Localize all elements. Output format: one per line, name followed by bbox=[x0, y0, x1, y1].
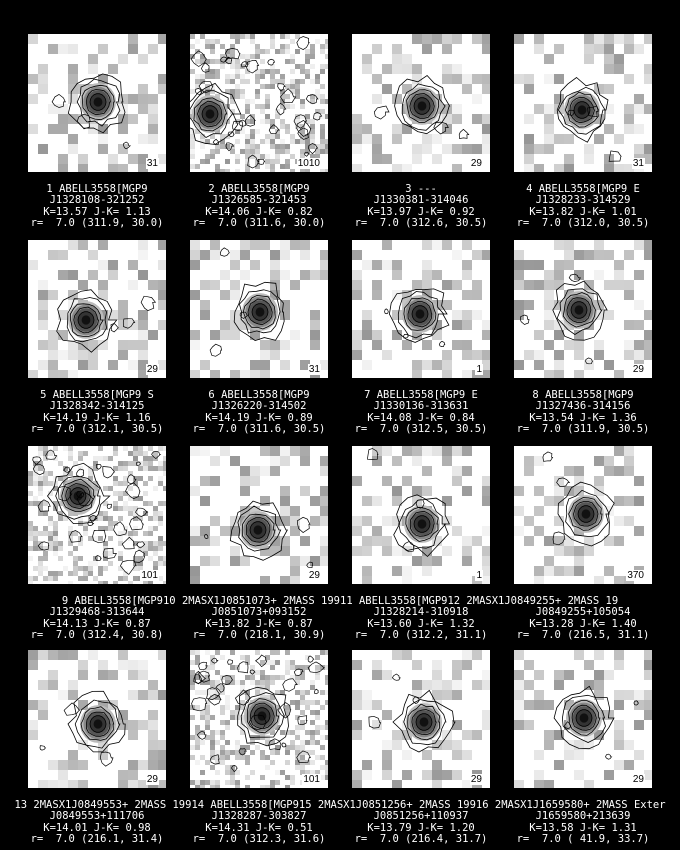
galaxy-thumbnail bbox=[28, 240, 166, 378]
panel-caption bbox=[336, 800, 506, 846]
galaxy-thumbnail bbox=[514, 650, 652, 788]
caption-line-3: K=14.13 J-K= 0.87 bbox=[43, 617, 151, 630]
caption-line-3: K=13.58 J-K= 1.31 bbox=[529, 821, 637, 834]
thumbnail-image bbox=[514, 240, 652, 378]
thumbnail-image bbox=[514, 650, 652, 788]
galaxy-thumbnail bbox=[514, 34, 652, 172]
caption-line-1: 6 ABELL3558[MGP9 bbox=[208, 389, 310, 401]
panel-caption bbox=[174, 184, 344, 230]
panel-caption bbox=[498, 800, 668, 846]
caption-line-1: 8 ABELL3558[MGP9 bbox=[532, 389, 634, 401]
thumbnail-image bbox=[514, 34, 652, 172]
panel-caption bbox=[12, 390, 182, 436]
panel-number: 29 bbox=[308, 570, 320, 581]
caption-line-3: K=14.31 J-K= 0.51 bbox=[205, 821, 313, 834]
panel-caption bbox=[498, 596, 668, 642]
panel-number: 101 bbox=[303, 774, 320, 785]
caption-line-4: r= 7.0 (312.4, 30.8) bbox=[30, 629, 164, 642]
caption-line-2: J1329468-313644 bbox=[49, 606, 145, 619]
caption-line-2: J1659580+213639 bbox=[535, 810, 631, 823]
galaxy-thumbnail bbox=[190, 34, 328, 172]
caption-line-2: J1330136-313631 bbox=[373, 400, 469, 413]
caption-line-1: 5 ABELL3558[MGP9 S bbox=[40, 389, 154, 401]
panel-number: 29 bbox=[632, 364, 644, 375]
panel-number: 31 bbox=[146, 158, 158, 169]
galaxy-thumbnail bbox=[352, 446, 490, 584]
panel-number: 31 bbox=[308, 364, 320, 375]
panel-caption bbox=[498, 184, 668, 230]
galaxy-thumbnail bbox=[514, 240, 652, 378]
panel-caption bbox=[174, 800, 344, 846]
caption-line-4: r= 7.0 (311.9, 30.0) bbox=[30, 217, 164, 230]
caption-line-2: J0849553+111706 bbox=[49, 810, 145, 823]
caption-line-1: 3 --- bbox=[405, 183, 437, 195]
galaxy-thumbnail bbox=[352, 650, 490, 788]
caption-line-4: r= 7.0 (218.1, 30.9) bbox=[192, 629, 326, 642]
caption-line-3: K=14.01 J-K= 0.98 bbox=[43, 821, 151, 834]
panel-caption bbox=[336, 596, 506, 642]
caption-line-1: 7 ABELL3558[MGP9 E bbox=[364, 389, 478, 401]
caption-line-1: 4 ABELL3558[MGP9 E bbox=[526, 183, 640, 195]
panel-caption bbox=[174, 390, 344, 436]
caption-line-3: K=14.19 J-K= 1.16 bbox=[43, 411, 151, 424]
panel-number: 29 bbox=[146, 364, 158, 375]
galaxy-thumbnail bbox=[28, 650, 166, 788]
caption-line-3: K=13.28 J-K= 1.40 bbox=[529, 617, 637, 630]
galaxy-thumbnail bbox=[352, 34, 490, 172]
galaxy-thumbnail bbox=[28, 446, 166, 584]
caption-line-2: J1328287-303827 bbox=[211, 810, 307, 823]
caption-line-1: 13 2MASX1J0849553+ 2MASS 19914 ABELL3558[MGP915 2MASX1J0851256+ 2MASS 19916 2MASX1J1659580+ 2MASS Exter bbox=[14, 799, 666, 811]
caption-line-4: r= 7.0 (311.6, 30.0) bbox=[192, 217, 326, 230]
panel-number: 101 bbox=[141, 570, 158, 581]
caption-line-2: J1328214-310918 bbox=[373, 606, 469, 619]
caption-line-3: K=14.06 J-K= 0.82 bbox=[205, 205, 313, 218]
thumbnail-image bbox=[352, 240, 490, 378]
thumbnail-image bbox=[28, 446, 166, 584]
thumbnail-image bbox=[190, 650, 328, 788]
caption-line-2: J1330381-314046 bbox=[373, 194, 469, 207]
galaxy-thumbnail bbox=[190, 650, 328, 788]
caption-line-3: K=13.60 J-K= 1.32 bbox=[367, 617, 475, 630]
panel-number: 29 bbox=[146, 774, 158, 785]
caption-line-4: r= 7.0 (312.2, 31.1) bbox=[354, 629, 488, 642]
caption-line-2: J1326220-314502 bbox=[211, 400, 307, 413]
thumbnail-image bbox=[190, 446, 328, 584]
caption-line-3: K=13.57 J-K= 1.13 bbox=[43, 205, 151, 218]
panel-number: 29 bbox=[470, 774, 482, 785]
caption-line-4: r= 7.0 (312.3, 31.6) bbox=[192, 833, 326, 846]
thumbnail-image bbox=[352, 650, 490, 788]
galaxy-thumbnail bbox=[514, 446, 652, 584]
thumbnail-image bbox=[190, 34, 328, 172]
panel-number: 29 bbox=[470, 158, 482, 169]
caption-line-2: J1328233-314529 bbox=[535, 194, 631, 207]
panel-number: 29 bbox=[632, 774, 644, 785]
panel-caption bbox=[12, 184, 182, 230]
caption-line-3: K=13.54 J-K= 1.36 bbox=[529, 411, 637, 424]
panel-caption bbox=[336, 390, 506, 436]
caption-line-3: K=14.19 J-K= 0.89 bbox=[205, 411, 313, 424]
galaxy-thumbnail bbox=[190, 446, 328, 584]
caption-line-1: 9 ABELL3558[MGP910 2MASX1J0851073+ 2MASS 19911 ABELL3558[MGP912 2MASX1J0849255+ 2MASS 19 bbox=[61, 595, 619, 607]
caption-line-4: r= 7.0 (311.6, 30.5) bbox=[192, 423, 326, 436]
galaxy-thumbnail bbox=[190, 240, 328, 378]
thumbnail-image bbox=[28, 650, 166, 788]
caption-line-4: r= 7.0 (216.1, 31.4) bbox=[30, 833, 164, 846]
caption-line-3: K=13.82 J-K= 0.87 bbox=[205, 617, 313, 630]
thumbnail-image bbox=[28, 34, 166, 172]
panel-caption bbox=[336, 184, 506, 230]
thumbnail-image bbox=[352, 34, 490, 172]
thumbnail-image bbox=[190, 240, 328, 378]
caption-line-2: J1328342-314125 bbox=[49, 400, 145, 413]
thumbnail-image bbox=[514, 446, 652, 584]
caption-line-4: r= 7.0 (216.4, 31.7) bbox=[354, 833, 488, 846]
panel-caption bbox=[174, 596, 344, 642]
galaxy-thumbnail bbox=[352, 240, 490, 378]
caption-line-4: r= 7.0 (311.9, 30.5) bbox=[516, 423, 650, 436]
caption-line-4: r= 7.0 (312.1, 30.5) bbox=[30, 423, 164, 436]
panel-number: 31 bbox=[632, 158, 644, 169]
panel-caption bbox=[498, 390, 668, 436]
caption-line-4: r= 7.0 ( 41.9, 33.7) bbox=[516, 833, 650, 846]
caption-line-4: r= 7.0 (312.5, 30.5) bbox=[354, 423, 488, 436]
caption-line-2: J0851073+093152 bbox=[211, 606, 307, 619]
thumbnail-image bbox=[28, 240, 166, 378]
caption-line-1: 2 ABELL3558[MGP9 bbox=[208, 183, 310, 195]
caption-line-4: r= 7.0 (312.0, 30.5) bbox=[516, 217, 650, 230]
caption-line-2: J1328108-321252 bbox=[49, 194, 145, 207]
thumbnail-image bbox=[352, 446, 490, 584]
panel-number: 1 bbox=[476, 364, 482, 375]
caption-line-2: J1327436-314156 bbox=[535, 400, 631, 413]
caption-line-4: r= 7.0 (312.6, 30.5) bbox=[354, 217, 488, 230]
caption-line-2: J0849255+105054 bbox=[535, 606, 631, 619]
panel-number: 370 bbox=[627, 570, 644, 581]
caption-line-2: J1326585-321453 bbox=[211, 194, 307, 207]
galaxy-thumbnail bbox=[28, 34, 166, 172]
caption-line-1: 1 ABELL3558[MGP9 bbox=[46, 183, 148, 195]
caption-line-3: K=13.97 J-K= 0.92 bbox=[367, 205, 475, 218]
caption-line-4: r= 7.0 (216.5, 31.1) bbox=[516, 629, 650, 642]
panel-number: 1010 bbox=[297, 158, 320, 169]
caption-line-2: J0851256+110937 bbox=[373, 810, 469, 823]
caption-line-3: K=13.79 J-K= 1.20 bbox=[367, 821, 475, 834]
caption-line-3: K=14.08 J-K= 0.84 bbox=[367, 411, 475, 424]
panel-number: 1 bbox=[476, 570, 482, 581]
caption-line-3: K=13.82 J-K= 1.01 bbox=[529, 205, 637, 218]
